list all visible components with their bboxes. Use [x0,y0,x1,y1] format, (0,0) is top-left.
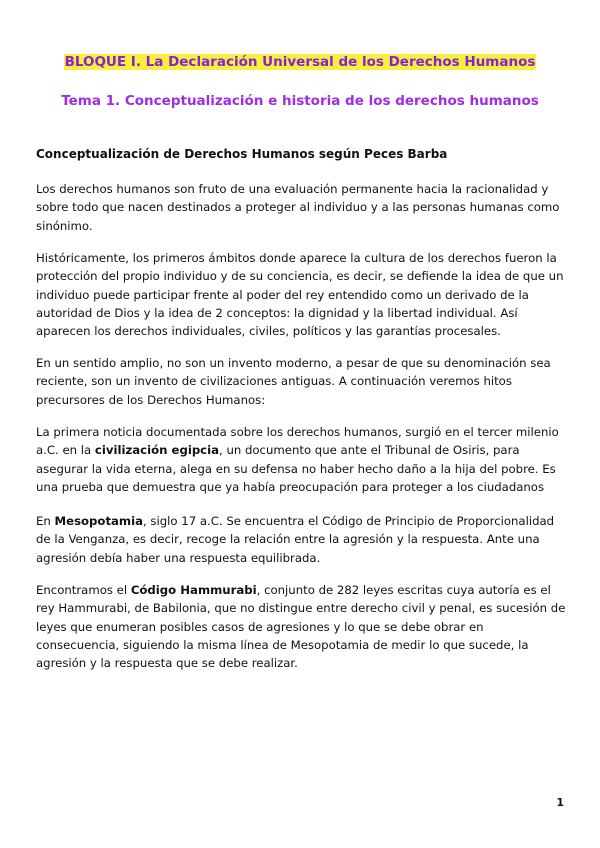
paragraph-5-bold-term: Mesopotamia [54,514,143,528]
section-heading: Conceptualización de Derechos Humanos según Peces Barba [36,147,448,161]
paragraph-3: En un sentido amplio, no son un invento moderno, a pesar de que su denominación sea reciente, son un invento de civilizaciones antiguas. A continuación veremos hitos precursores de los Derechos Humanos: [36,356,551,407]
paragraph-5-text-start: En [36,514,55,528]
paragraph-4 [36,423,566,496]
topic-title: Tema 1. Conceptualización e historia de los derechos humanos [61,93,539,109]
paragraph-6-text-end: , conjunto de 282 leyes escritas cuya autoría es el rey Hammurabi, de Babilonia, que no distingue entre derecho civil y penal, es sucesión de leyes que enumeran posibles casos de agresiones y lo que se debe obrar en consecuencia, siguiendo la misma línea de Mesopotamia de medir lo que sucede, la agresión y la respuesta que se debe realizar. [36,583,566,671]
paragraph-5 [36,512,566,567]
paragraph-6-bold-term: Código Hammurabi [130,583,257,597]
paragraph-6 [36,581,566,672]
block-title [0,54,600,70]
page-number: 1 [556,796,564,809]
paragraph-4-text-end: , un documento que ante el Tribunal de Osiris, para asegurar la vida eterna, alega en su defensa no haber hecho daño a la hija del pobre. Es una prueba que demuestra que ya había preocupación para proteger a los ciudadanos [36,443,556,494]
paragraph-5-text-end: , siglo 17 a.C. Se encuentra el Código de Principio de Proporcionalidad de la Venganza, es decir, recoge la relación entre la agresión y la respuesta. Ante una agresión debía haber una respuesta equilibrada. [36,514,555,565]
paragraph-4-text-start: La primera noticia documentada sobre los derechos humanos, surgió en el tercer milenio a.C. en la [36,425,559,458]
paragraph-4-bold-term: civilización egipcia [94,443,220,458]
block-title-text: BLOQUE I. La Declaración Universal de los Derechos Humanos [64,54,536,70]
paragraph-1: Los derechos humanos son fruto de una evaluación permanente hacia la racionalidad y sobre todo que nacen destinados a proteger al individuo y a las personas humanas como sinónimo. [36,182,560,233]
paragraph-6-text-start: Encontramos el [36,583,131,597]
paragraph-2: Históricamente, los primeros ámbitos donde aparece la cultura de los derechos fueron la protección del propio individuo y de su conciencia, es decir, se defiende la idea de que un individuo puede participar frente al poder del rey entendido como un derivado de la autoridad de Dios y la idea de 2 conceptos: la dignidad y la libertad individual. Así aparecen los derechos individuales, civiles, políticos y las garantías procesales. [36,251,564,339]
